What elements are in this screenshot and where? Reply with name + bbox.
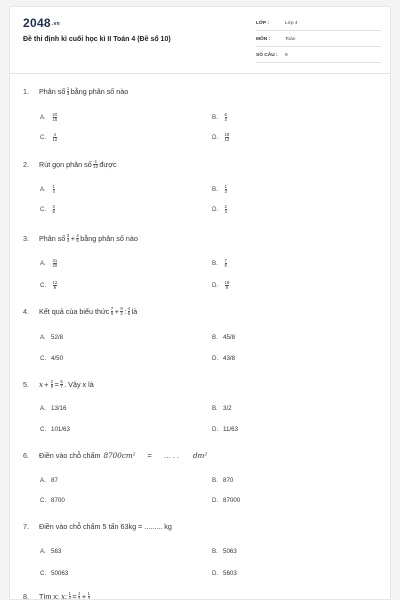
denominator: 7: [60, 384, 63, 389]
fraction: [88, 592, 90, 600]
question-text: [23, 160, 117, 169]
fraction: [51, 380, 53, 389]
operator: :: [65, 592, 68, 600]
option-letter: B.: [212, 260, 218, 268]
denominator: 9: [53, 285, 56, 290]
denominator: 5: [76, 238, 79, 243]
option-d[interactable]: [212, 570, 237, 577]
question-text: [23, 380, 94, 389]
fraction: [53, 113, 58, 122]
question-text: [23, 307, 137, 316]
denominator: 9: [50, 384, 54, 389]
operator: =: [147, 451, 152, 460]
option-d[interactable]: [212, 497, 240, 504]
exam-title: Đề thi định kì cuối học kì II Toán 4 (Đề số 10): [23, 36, 171, 43]
option-letter: C.: [40, 497, 47, 504]
fraction: [111, 307, 113, 316]
option-letter: A.: [40, 405, 46, 412]
option-letter: D.: [212, 134, 219, 142]
denominator: 20: [52, 263, 58, 268]
question-text-part: . Vậy x là: [64, 380, 94, 390]
option-text: 5063: [223, 548, 237, 555]
option-letter: C.: [40, 134, 47, 142]
denominator: 2: [120, 311, 123, 316]
meta-row-subject: [256, 33, 381, 47]
fraction: [120, 307, 122, 316]
question-text: [23, 87, 128, 96]
denominator: 3: [224, 209, 227, 214]
site-logo[interactable]: [23, 16, 60, 30]
meta-label: LỚP :: [256, 21, 270, 26]
meta-label: SỐ CÂU :: [256, 53, 278, 58]
option-b[interactable]: [212, 259, 228, 268]
denominator: 12: [93, 164, 98, 169]
option-a[interactable]: [40, 259, 59, 268]
option-letter: C.: [40, 355, 47, 362]
denominator: 3: [224, 117, 227, 122]
option-letter: A.: [40, 477, 46, 484]
option-letter: B.: [212, 186, 218, 194]
option-letter: A.: [40, 548, 46, 555]
option-b[interactable]: [212, 477, 233, 484]
question-number: 5.: [23, 380, 29, 390]
fraction: [53, 205, 55, 214]
option-letter: A.: [40, 186, 46, 194]
fraction: [53, 281, 58, 290]
numerator: 4: [127, 306, 131, 311]
question-text-part: Điền vào chỗ chấm 5 tấn 63kg = ......... kg: [39, 522, 172, 531]
option-c[interactable]: [40, 281, 59, 290]
fraction: [53, 133, 58, 142]
numerator: 18: [224, 132, 230, 137]
fraction: [128, 307, 130, 316]
option-b[interactable]: [212, 113, 228, 122]
question-number: 6.: [23, 451, 29, 460]
option-a[interactable]: [40, 548, 61, 555]
option-a[interactable]: [40, 334, 63, 341]
question-text-part: Rút gọn phân số: [39, 160, 92, 170]
option-text: 3/2: [223, 405, 232, 412]
question-text-part: Tìm x:: [39, 592, 59, 600]
numerator: 5: [60, 379, 63, 384]
option-d[interactable]: [212, 133, 231, 142]
option-letter: B.: [212, 477, 218, 484]
question-text: [23, 522, 172, 531]
operator: =: [54, 380, 59, 390]
fraction: [225, 259, 227, 268]
option-a[interactable]: [40, 477, 58, 484]
fraction: [225, 113, 227, 122]
numerator: 6: [224, 112, 227, 117]
option-text: 5603: [223, 570, 237, 577]
denominator: 4: [66, 238, 70, 243]
math-variable: x: [60, 592, 66, 600]
fraction: [53, 185, 55, 194]
question-number: 7.: [23, 522, 29, 531]
option-c[interactable]: [40, 133, 59, 142]
option-letter: C.: [40, 282, 47, 290]
option-letter: C.: [40, 570, 47, 577]
fraction: [225, 205, 227, 214]
option-text: 870: [223, 477, 234, 484]
logo-suffix: .vn: [51, 20, 61, 27]
meta-value: Lớp 4: [285, 21, 298, 26]
operator: =: [72, 592, 77, 600]
option-c[interactable]: [40, 355, 63, 362]
numerator: 1: [66, 86, 70, 91]
option-text: 13/16: [51, 405, 67, 412]
fraction: [225, 281, 230, 290]
question-text-part: Điền vào chỗ chấm: [39, 451, 101, 460]
numerator: 2: [224, 204, 227, 209]
denominator: 2: [78, 596, 81, 600]
question-text: [23, 234, 138, 243]
denominator: 8: [110, 311, 114, 316]
denominator: 4: [52, 189, 55, 194]
option-text: 101/63: [51, 426, 70, 433]
numerator: 2: [50, 379, 54, 384]
operator: :: [124, 307, 127, 317]
denominator: 9: [225, 285, 228, 290]
question-number: 2.: [23, 160, 29, 170]
exam-page: [9, 6, 391, 600]
exam-header: [10, 7, 390, 67]
fraction: [93, 160, 98, 169]
option-text: 87: [51, 477, 58, 484]
option-text: 87000: [223, 497, 241, 504]
denominator: 3: [87, 596, 90, 600]
denominator: 12: [224, 137, 230, 142]
option-a[interactable]: [40, 113, 59, 122]
numerator: 7: [110, 306, 114, 311]
option-text: 8700: [51, 497, 65, 504]
question-number: 4.: [23, 307, 29, 317]
question-text-part: Kết quả của biểu thức: [39, 307, 110, 317]
option-text: 4/50: [51, 355, 64, 362]
numerator: 9: [120, 306, 123, 311]
numerator: 1: [52, 184, 55, 189]
denominator: 9: [224, 263, 227, 268]
question-number: 8.: [23, 592, 29, 600]
numerator: 19: [224, 280, 230, 285]
logo-text: 2048: [23, 16, 51, 30]
option-c[interactable]: [40, 426, 70, 433]
option-text: 43/8: [223, 355, 236, 362]
meta-label: MÔN :: [256, 37, 271, 42]
option-letter: C.: [40, 426, 47, 433]
option-text: 52/8: [51, 334, 64, 341]
fraction: [60, 380, 62, 389]
operator: +: [114, 307, 119, 317]
option-letter: C.: [40, 206, 47, 214]
denominator: 5: [127, 311, 131, 316]
option-letter: A.: [40, 334, 46, 341]
denominator: 3: [66, 91, 70, 96]
option-letter: B.: [212, 405, 218, 412]
meta-row-count: [256, 49, 381, 63]
option-d[interactable]: [212, 355, 235, 362]
option-letter: A.: [40, 260, 46, 268]
option-c[interactable]: [40, 205, 56, 214]
fraction: [67, 234, 69, 243]
question-number: 3.: [23, 234, 29, 244]
numerator: 3: [66, 233, 70, 238]
numerator: 1: [87, 591, 90, 596]
option-letter: A.: [40, 114, 46, 122]
question-number: 1.: [23, 87, 29, 97]
fraction: [53, 259, 58, 268]
option-b[interactable]: [212, 548, 237, 555]
denominator: 4: [68, 596, 71, 600]
question-text-part: bằng phân số nào: [80, 234, 138, 244]
option-letter: D.: [212, 426, 219, 433]
numerator: 1: [78, 591, 81, 596]
numerator: 3: [52, 204, 55, 209]
fraction: [78, 592, 80, 600]
option-letter: D.: [212, 206, 219, 214]
numerator: 12: [52, 280, 58, 285]
numerator: 4: [53, 132, 56, 137]
header-divider: [10, 73, 390, 74]
numerator: 20: [52, 112, 58, 117]
numerator: 1: [224, 184, 227, 189]
meta-value: Toán: [285, 37, 296, 42]
question-text-part: Phân số: [39, 87, 66, 97]
numerator: 31: [52, 258, 58, 263]
exam-meta: [256, 17, 381, 65]
numerator: 4: [76, 233, 79, 238]
math-expression: dm²: [192, 451, 208, 460]
math-variable: x: [39, 380, 44, 390]
option-letter: D.: [212, 570, 219, 577]
numerator: 4: [94, 159, 97, 164]
fraction: [69, 592, 71, 600]
option-c[interactable]: [40, 570, 68, 577]
option-text: 563: [51, 548, 62, 555]
operator: +: [81, 592, 87, 600]
question-text: [23, 451, 207, 460]
option-letter: B.: [212, 334, 218, 341]
question-text-part: là: [131, 307, 138, 317]
option-letter: D.: [212, 355, 219, 362]
operator: +: [70, 234, 75, 244]
denominator: 15: [52, 117, 58, 122]
fraction: [225, 133, 230, 142]
option-b[interactable]: [212, 334, 235, 341]
option-letter: B.: [212, 548, 218, 555]
option-d[interactable]: [212, 281, 231, 290]
option-letter: B.: [212, 114, 218, 122]
option-text: 50063: [51, 570, 69, 577]
option-letter: D.: [212, 282, 219, 290]
meta-value: 9: [285, 53, 288, 58]
fraction: [67, 87, 69, 96]
option-text: 11/63: [223, 426, 239, 433]
option-a[interactable]: [40, 405, 66, 412]
numerator: 1: [68, 591, 71, 596]
denominator: 3: [224, 189, 227, 194]
option-c[interactable]: [40, 497, 65, 504]
question-text-part: Phân số: [39, 234, 66, 244]
meta-row-class: [256, 17, 381, 31]
option-d[interactable]: [212, 205, 228, 214]
denominator: 6: [52, 209, 55, 214]
option-d[interactable]: [212, 426, 238, 433]
option-text: 45/8: [223, 334, 236, 341]
blank-dots: … . .: [163, 451, 179, 460]
fraction: [76, 234, 78, 243]
question-text-part: được: [99, 160, 117, 170]
option-b[interactable]: [212, 185, 228, 194]
fraction: [225, 185, 227, 194]
operator: +: [44, 380, 49, 390]
option-a[interactable]: [40, 185, 56, 194]
math-expression: 8700cm²: [103, 451, 136, 460]
option-b[interactable]: [212, 405, 232, 412]
option-letter: D.: [212, 497, 219, 504]
numerator: 7: [224, 258, 227, 263]
question-text: [23, 592, 91, 600]
denominator: 12: [52, 137, 58, 142]
question-text-part: bằng phân số nào: [70, 87, 129, 97]
